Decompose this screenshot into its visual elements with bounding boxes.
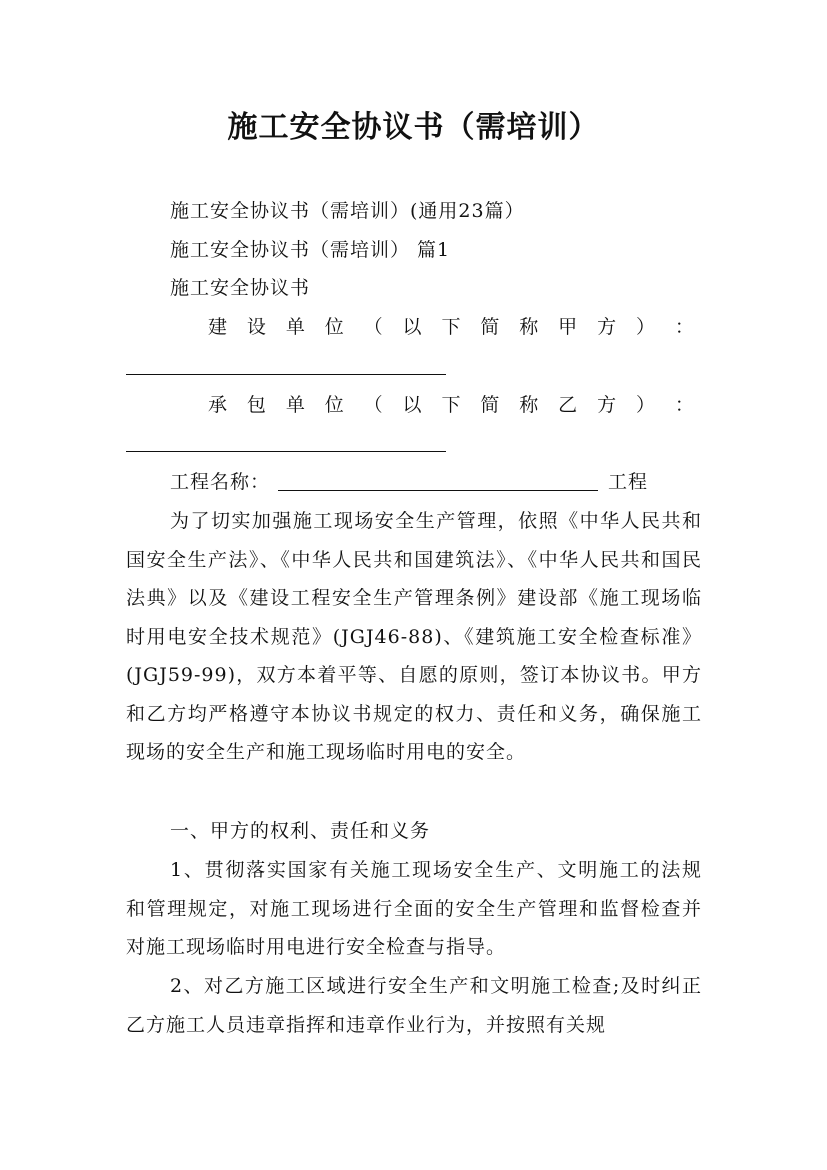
subtitle-line: 施工安全协议书（需培训）(通用23篇）	[170, 200, 525, 222]
party-a-blank[interactable]	[126, 374, 446, 375]
project-name-line	[170, 463, 702, 501]
heading-line: 施工安全协议书	[170, 277, 311, 299]
party-a-char: 单	[285, 316, 305, 338]
party-b-char: 位	[324, 394, 344, 416]
party-a-char: 下	[441, 316, 461, 338]
document-title: 施工安全协议书（需培训）	[227, 110, 600, 145]
party-a-char: 称	[519, 316, 539, 338]
party-b-char: （	[363, 394, 383, 416]
party-b-char: 包	[246, 394, 266, 416]
party-b-char: ：	[674, 394, 694, 416]
party-b-char: 称	[519, 394, 539, 416]
party-a-char: 设	[246, 316, 266, 338]
party-b-char: 乙	[558, 394, 578, 416]
party-b-char: 方	[597, 394, 617, 416]
item-two-paragraph: 2、对乙方施工区域进行安全生产和文明施工检查;及时纠正乙方施工人员违章指挥和违章作业行为，并按照有关规	[126, 975, 702, 1036]
party-a-char: 甲	[558, 316, 578, 338]
party-b-char: ）	[635, 394, 655, 416]
party-b-blank[interactable]	[126, 451, 446, 452]
party-a-line	[208, 308, 694, 346]
party-b-char: 单	[285, 394, 305, 416]
project-name-suffix: 工程	[608, 471, 649, 493]
party-a-char: 位	[324, 316, 344, 338]
chapter-line: 施工安全协议书（需培训） 篇1	[170, 239, 451, 261]
party-a-char: 方	[597, 316, 617, 338]
party-a-char: 建	[208, 316, 228, 338]
party-a-char: （	[363, 316, 383, 338]
party-b-char: 以	[402, 394, 422, 416]
project-name-label: 工程名称：	[170, 471, 271, 493]
party-b-char: 承	[208, 394, 228, 416]
party-a-char: ）	[635, 316, 655, 338]
party-b-char: 简	[480, 394, 500, 416]
intro-paragraph: 为了切实加强施工现场安全生产管理，依照《中华人民共和国安全生产法》、《中华人民共和国建筑法》、《中华人民共和国民法典》以及《建设工程安全生产管理条例》建设部《施工现场临时用电安全技术规范》(JGJ46-88)、《建筑施工安全检查标准》(JGJ59-99)，双方本着平等、自愿的原则，签订本协议书。甲方和乙方均严格遵守本协议书规定的权力、责任和义务，确保施工现场的安全生产和施工现场临时用电的安全。	[126, 510, 702, 763]
party-a-char: 简	[480, 316, 500, 338]
party-b-char: 下	[441, 394, 461, 416]
item-one-paragraph: 1、贯彻落实国家有关施工现场安全生产、文明施工的法规和管理规定，对施工现场进行全面的安全生产管理和监督检查并对施工现场临时用电进行安全检查与指导。	[126, 859, 702, 958]
party-a-char: ：	[674, 316, 694, 338]
section-one-heading: 一、甲方的权利、责任和义务	[170, 820, 431, 842]
party-a-char: 以	[402, 316, 422, 338]
party-b-line	[208, 386, 694, 424]
project-name-blank[interactable]	[278, 468, 598, 491]
